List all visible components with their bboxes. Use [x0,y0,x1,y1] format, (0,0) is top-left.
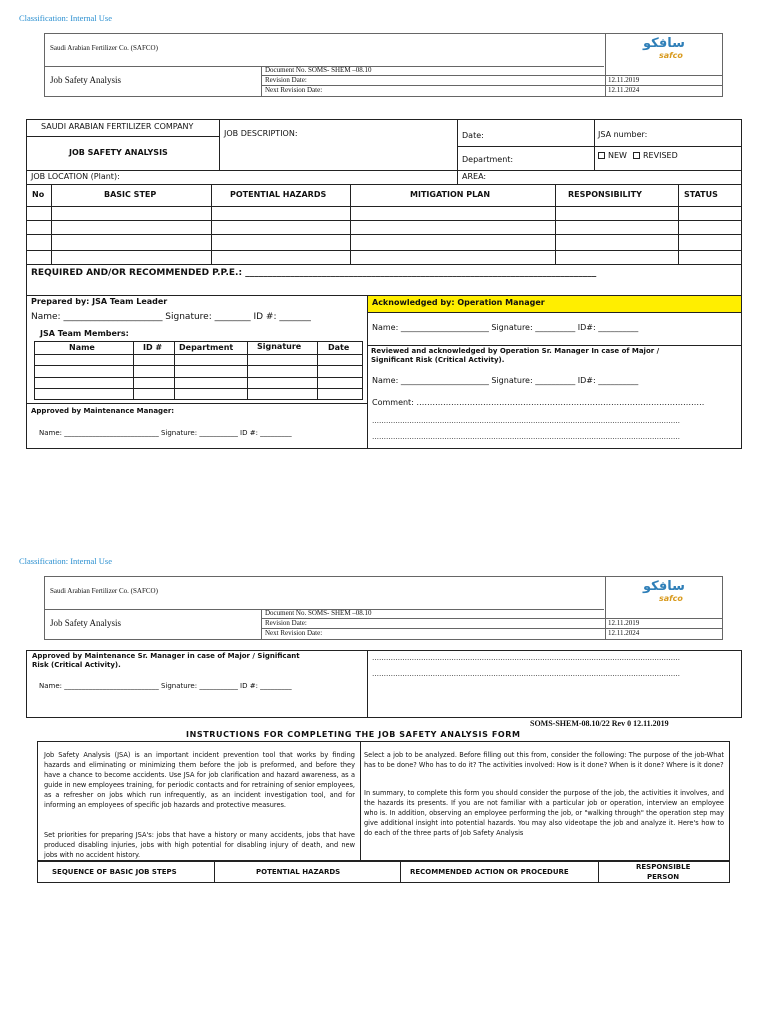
department-label: Department: [462,155,514,164]
revision-date-2: 12.11.2019 [608,619,640,627]
comment-label: Comment: ……………………………………………………………………………………………… [372,398,705,407]
area-label: AREA: [462,172,487,181]
acknowledged-by-label: Acknowledged by: Operation Manager [372,298,545,307]
team-col-date: Date [328,343,350,352]
revision-date-label: Revision Date: [265,76,307,84]
revised-checkbox[interactable]: REVISED [633,151,678,160]
form-title-2: Job Safety Analysis [50,618,121,628]
approved-sr-line-2: Risk (Critical Activity). [32,661,121,669]
revision-date: 12.11.2019 [608,76,640,84]
classification-label: Classification: Internal Use [19,13,113,23]
continuation-dots-1: …………………………………………………………………………………………………………………… [372,654,680,662]
team-col-id: ID # [143,343,163,352]
comment-dots-2: …………………………………………………………………………………………………………………… [372,433,680,441]
col-person: PERSON [647,873,680,881]
safco-logo-text: safco [659,51,683,60]
reviewed-line-1: Reviewed and acknowledged by Operation Sr. Manager In case of Major / [371,347,660,355]
team-col-signature: Signature [257,342,302,351]
prepared-by-label: Prepared by: JSA Team Leader [31,297,168,306]
col-hazards: POTENTIAL HAZARDS [256,868,341,876]
instructions-right-p2: In summary, to complete this form you should consider the purpose of the job, the activities it involves, and the hazards its presents. If you are not familiar with a particular job or operation, interview an employee who is. In addition, observing an employee performing the job, or "walking through" the operation step may give additional insight into potential hazards. You may also videotape the job and analyze it. Here's how to do each of the three parts of Job Safety Analysis [364,789,724,837]
col-sequence: SEQUENCE OF BASIC JOB STEPS [52,868,177,876]
approved-sr-line-1: Approved by Maintenance Sr. Manager in case of Major / Significant [32,652,300,660]
col-recommended-action: RECOMMENDED ACTION OR PROCEDURE [410,868,569,876]
safco-logo-text-2: safco [659,594,683,603]
col-no: No [32,190,45,199]
new-checkbox[interactable]: NEW [598,151,627,160]
form-heading: JOB SAFETY ANALYSIS [69,148,168,157]
document-reference: SOMS-SHEM-08.10/22 Rev 0 12.11.2019 [530,719,669,728]
instructions-title: INSTRUCTIONS FOR COMPLETING THE JOB SAFETY ANALYSIS FORM [186,730,521,739]
sr-maintenance-name-sig-id: Name: ___________________________ Signature: ___________ ID #: _________ [39,682,292,690]
maintenance-name-sig-id: Name: ___________________________ Signature: ___________ ID #: _________ [39,429,292,437]
document-number: Document No. SOMS- SHEM –08.10 [265,66,372,74]
next-revision-label: Next Revision Date: [265,86,323,94]
company-upper: SAUDI ARABIAN FERTILIZER COMPANY [41,122,194,131]
col-basic-step: BASIC STEP [104,190,157,199]
comment-dots-1: …………………………………………………………………………………………………………………… [372,417,680,425]
next-revision-label-2: Next Revision Date: [265,629,323,637]
team-members-table [34,341,363,400]
team-members-label: JSA Team Members: [40,329,129,338]
company-name: Saudi Arabian Fertilizer Co. (SAFCO) [50,44,158,52]
col-mitigation-plan: MITIGATION PLAN [410,190,491,199]
reviewed-line-2: Significant Risk (Critical Activity). [371,356,505,364]
col-responsible: RESPONSIBLE [636,863,691,871]
team-col-department: Department [179,343,234,352]
ppe-line: REQUIRED AND/OR RECOMMENDED P.P.E.: ______________________________________________________________________________ [31,268,597,278]
col-responsibility: RESPONSIBILITY [568,190,642,199]
form-title: Job Safety Analysis [50,75,121,85]
job-location-label: JOB LOCATION (Plant): [31,172,120,181]
company-name-2: Saudi Arabian Fertilizer Co. (SAFCO) [50,587,158,595]
col-potential-hazards: POTENTIAL HAZARDS [230,190,327,199]
document-header-2 [44,576,723,640]
manager-name-sig-id: Name: ______________________ Signature: __________ ID#: __________ [372,323,639,332]
safco-logo-icon: سافكو [643,36,685,51]
date-label: Date: [462,131,484,140]
approved-maintenance-label: Approved by Maintenance Manager: [31,407,175,415]
safco-logo-icon-2: سافكو [643,579,685,594]
leader-name-sig-id: Name: ______________________ Signature: ________ ID #: _______ [31,312,311,322]
team-col-name: Name [69,343,95,352]
jsa-form [26,119,742,449]
document-header [44,33,723,97]
instructions-left-p2: Set priorities for preparing JSA's: jobs that have a history or many accidents, jobs that have produced disabling injuries, jobs with high potential for disabling injury of death, and new jobs with no accident history. [44,831,355,859]
jsa-number-label: JSA number: [598,130,648,139]
classification-label-2: Classification: Internal Use [19,556,113,566]
next-revision-date: 12.11.2024 [608,86,640,94]
document-number-2: Document No. SOMS- SHEM –08.10 [265,609,372,617]
instructions-left-p1: Job Safety Analysis (JSA) is an important incident prevention tool that works by finding hazards and eliminating or minimizing them before the job is preformed, and before they have a chance to become accidents. Use JSA for job clarification and hazard awareness, as a guide in new employees training, for periodic contacts and for retraining of senior employees, as a refresher on jobs which run infrequently, as an incident investigation tool, and for informing an employees of specific job hazards and protective measures. [44,751,355,809]
continuation-dots-2: …………………………………………………………………………………………………………………… [372,670,680,678]
continuation-block [26,650,742,718]
revision-date-label-2: Revision Date: [265,619,307,627]
instructions-right-p1: Select a job to be analyzed. Before filling out this from, consider the following: The purpose of the job-What has to be done? Who has to do it? The activities involved: How is it done? When is it done? Where is it done? [364,751,724,769]
steps-table-header [37,861,730,883]
job-description-label: JOB DESCRIPTION: [224,129,298,138]
next-revision-date-2: 12.11.2024 [608,629,640,637]
col-status: STATUS [684,190,718,199]
instructions-box [37,741,730,861]
sr-manager-name-sig-id: Name: ______________________ Signature: __________ ID#: __________ [372,376,639,385]
